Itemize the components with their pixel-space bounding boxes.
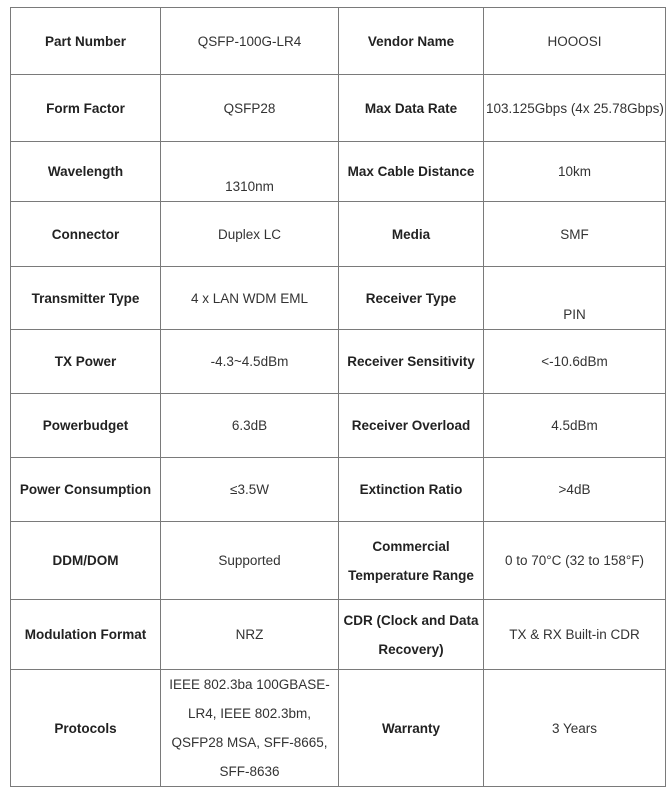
value-commercial-temperature-range: 0 to 70°C (32 to 158°F) — [484, 522, 666, 600]
value-powerbudget: 6.3dB — [161, 394, 339, 458]
value-modulation-format: NRZ — [161, 600, 339, 670]
label-cdr: CDR (Clock and Data Recovery) — [339, 600, 484, 670]
value-connector: Duplex LC — [161, 202, 339, 267]
label-wavelength: Wavelength — [11, 142, 161, 202]
value-transmitter-type: 4 x LAN WDM EML — [161, 267, 339, 330]
value-extinction-ratio: >4dB — [484, 458, 666, 522]
label-form-factor: Form Factor — [11, 75, 161, 142]
table-row — [11, 458, 666, 522]
value-vendor-name: HOOOSI — [484, 8, 666, 75]
label-ddm-dom: DDM/DOM — [11, 522, 161, 600]
table-row — [11, 394, 666, 458]
table-row — [11, 330, 666, 394]
label-vendor-name: Vendor Name — [339, 8, 484, 75]
label-part-number: Part Number — [11, 8, 161, 75]
label-tx-power: TX Power — [11, 330, 161, 394]
label-extinction-ratio: Extinction Ratio — [339, 458, 484, 522]
table-row — [11, 8, 666, 75]
label-max-data-rate: Max Data Rate — [339, 75, 484, 142]
table-row — [11, 670, 666, 787]
value-form-factor: QSFP28 — [161, 75, 339, 142]
label-receiver-type: Receiver Type — [339, 267, 484, 330]
table-row — [11, 522, 666, 600]
value-wavelength: 1310nm — [161, 142, 339, 202]
label-transmitter-type: Transmitter Type — [11, 267, 161, 330]
table-row — [11, 600, 666, 670]
table-row — [11, 267, 666, 330]
value-max-data-rate: 103.125Gbps (4x 25.78Gbps) — [484, 75, 666, 142]
value-tx-power: -4.3~4.5dBm — [161, 330, 339, 394]
value-power-consumption: ≤3.5W — [161, 458, 339, 522]
table-row — [11, 75, 666, 142]
label-power-consumption: Power Consumption — [11, 458, 161, 522]
spec-table — [10, 7, 666, 787]
label-modulation-format: Modulation Format — [11, 600, 161, 670]
label-media: Media — [339, 202, 484, 267]
value-receiver-type: PIN — [484, 267, 666, 330]
label-warranty: Warranty — [339, 670, 484, 787]
label-commercial-temperature-range: Commercial Temperature Range — [339, 522, 484, 600]
label-receiver-overload: Receiver Overload — [339, 394, 484, 458]
value-protocols: IEEE 802.3ba 100GBASE-LR4, IEEE 802.3bm, QSFP28 MSA, SFF-8665, SFF-8636 — [161, 670, 339, 787]
value-max-cable-distance: 10km — [484, 142, 666, 202]
label-receiver-sensitivity: Receiver Sensitivity — [339, 330, 484, 394]
value-ddm-dom: Supported — [161, 522, 339, 600]
value-cdr: TX & RX Built-in CDR — [484, 600, 666, 670]
table-row — [11, 142, 666, 202]
value-receiver-sensitivity: <-10.6dBm — [484, 330, 666, 394]
value-part-number: QSFP-100G-LR4 — [161, 8, 339, 75]
value-warranty: 3 Years — [484, 670, 666, 787]
table-row — [11, 202, 666, 267]
label-max-cable-distance: Max Cable Distance — [339, 142, 484, 202]
label-powerbudget: Powerbudget — [11, 394, 161, 458]
label-protocols: Protocols — [11, 670, 161, 787]
value-receiver-overload: 4.5dBm — [484, 394, 666, 458]
value-media: SMF — [484, 202, 666, 267]
label-connector: Connector — [11, 202, 161, 267]
